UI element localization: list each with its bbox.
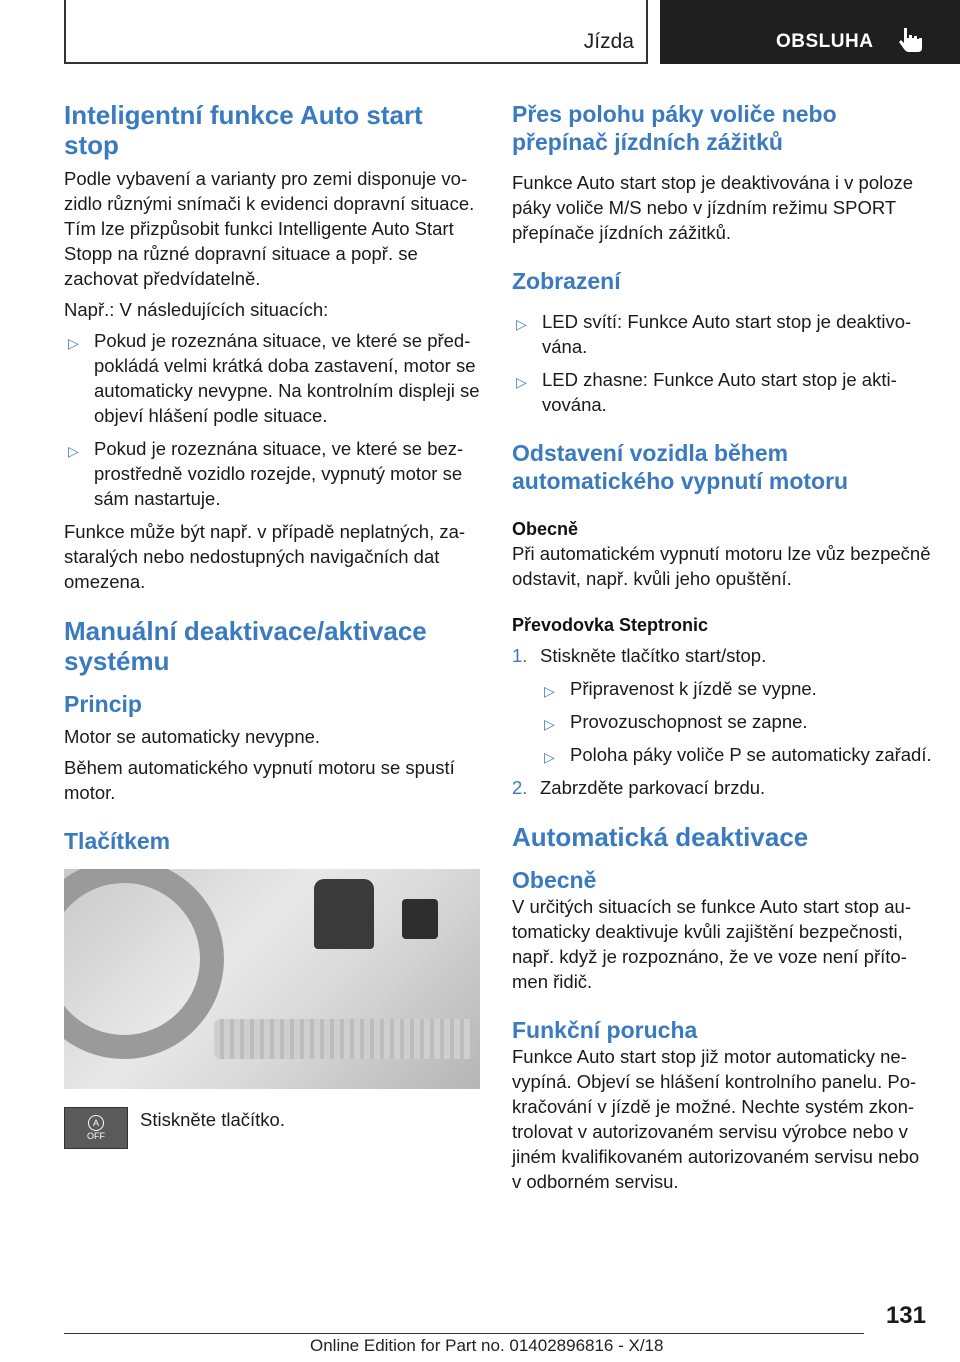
- footer-edition: Online Edition for Part no. 01402896816 - X/18: [310, 1336, 664, 1355]
- list-item: ▷ Připravenost k jízdě se vypne.: [540, 676, 932, 701]
- heading-steptronic: Převodovka Steptronic: [512, 615, 709, 635]
- para-fault: Funkce Auto start stop již motor automaticky nevypíná. Objeví se hlášení kontrolního panelu. Pokračování v jízdě je možné. Nechte systém zkontrolovat v autorizovaném servisu výrobce nebo v jiném kvalifikovaném autorizovaném servisu nebo v odborném servisu.: [512, 1046, 920, 1192]
- triangle-right-icon: ▷: [544, 683, 555, 699]
- list-item: 2. Zabrzděte parkovací brzdu.: [512, 777, 766, 798]
- triangle-right-icon: ▷: [516, 316, 527, 332]
- heading-general-2: Obecně: [512, 867, 597, 893]
- para-princip-2: Během automatického vypnutí motoru se spustí motor.: [64, 757, 455, 803]
- triangle-right-icon: ▷: [68, 335, 79, 351]
- triangle-right-icon: ▷: [516, 374, 527, 390]
- header-chapter-box: [660, 0, 960, 64]
- dashboard-photo: [64, 869, 480, 1089]
- para-selector: Funkce Auto start stop je deaktivována i v poloze páky voliče M/S nebo v jízdním režimu SPORT přepínače jízdních zážitků.: [512, 172, 914, 243]
- list-item: ▷ LED svítí: Funkce Auto start stop je deaktivována.: [516, 311, 912, 357]
- heading-auto-deactivation: Automatická deaktivace: [512, 822, 809, 852]
- triangle-right-icon: ▷: [68, 443, 79, 459]
- button-instruction-row: [64, 1107, 484, 1149]
- list-item: ▷ LED zhasne: Funkce Auto start stop je aktivována.: [516, 369, 897, 415]
- heading-autostart: Inteligentní funkce Auto start stop: [64, 100, 423, 160]
- bullet-list-display: [512, 309, 932, 417]
- heading-fault: Funkční porucha: [512, 1017, 698, 1043]
- header-chapter: OBSLUHA: [776, 31, 874, 52]
- steps-list: [512, 643, 932, 668]
- sub-bullet-list: [512, 676, 932, 767]
- heading-display: Zobrazení: [512, 268, 621, 294]
- para-limited: Funkce může být např. v případě neplatných, zastaralých nebo nedostupných navigačních dat omezena.: [64, 521, 466, 592]
- para-general-2: V určitých situacích se funkce Auto start stop automaticky deaktivuje kvůli zajištění bezpečnosti, např. když je rozpoznáno, že ve voze není přítomen řidič.: [512, 896, 911, 992]
- heading-princip: Princip: [64, 691, 142, 717]
- list-item: ▷ Pokud je rozeznána situace, ve které se předpokládá velmi krátká doba zastavení, motor se automaticky nevypne. Na kontrolním displeji se objeví hlášení podle situace.: [68, 330, 480, 426]
- para-autostart: Podle vybavení a varianty pro zemi disponuje vozidlo různými snímači k evidenci dopravní situace. Tím lze přizpůsobit funkci Intelligente Auto Start Stopp na různé dopravní situace a popř. se zachovat předvídatelně.: [64, 168, 475, 289]
- triangle-right-icon: ▷: [544, 749, 555, 765]
- list-item: ▷ Pokud je rozeznána situace, ve které se bezprostředně vozidlo rozejde, vypnutý motor se sám nastartuje.: [68, 438, 464, 509]
- heading-parking: Odstavení vozidla během automatického vypnutí motoru: [512, 440, 849, 494]
- button-instruction-text: Stiskněte tlačítko.: [140, 1109, 285, 1130]
- left-column: [64, 100, 484, 1149]
- header-section: Jízda: [583, 30, 634, 53]
- steps-list-continued: [512, 775, 932, 800]
- list-item: 1. Stiskněte tlačítko start/stop.: [512, 645, 767, 666]
- triangle-right-icon: ▷: [544, 716, 555, 732]
- bullet-list-situations: [64, 328, 484, 511]
- list-item: ▷ Provozuschopnost se zapne.: [540, 709, 932, 734]
- para-princip-1: Motor se automaticky nevypne.: [64, 726, 321, 747]
- page-number: 131: [885, 1302, 926, 1329]
- auto-start-stop-off-icon: A OFF: [64, 1107, 128, 1149]
- para-example: Např.: V následujících situacích:: [64, 299, 329, 320]
- hand-pointer-icon: [896, 24, 926, 54]
- list-item: ▷ Poloha páky voliče P se automaticky zařadí.: [540, 742, 932, 767]
- heading-selector: Přes polohu páky voliče nebo přepínač jízdních zážitků: [512, 101, 837, 155]
- header-section-box: [64, 0, 648, 64]
- heading-manual: Manuální deaktivace/aktivace systému: [64, 616, 427, 676]
- heading-button: Tlačítkem: [64, 828, 171, 854]
- footer-divider: [64, 1333, 864, 1334]
- right-column: [512, 100, 932, 1194]
- para-general: Při automatickém vypnutí motoru lze vůz bezpečně odstavit, např. kvůli jeho opuštění.: [512, 543, 931, 589]
- heading-general: Obecně: [512, 519, 579, 539]
